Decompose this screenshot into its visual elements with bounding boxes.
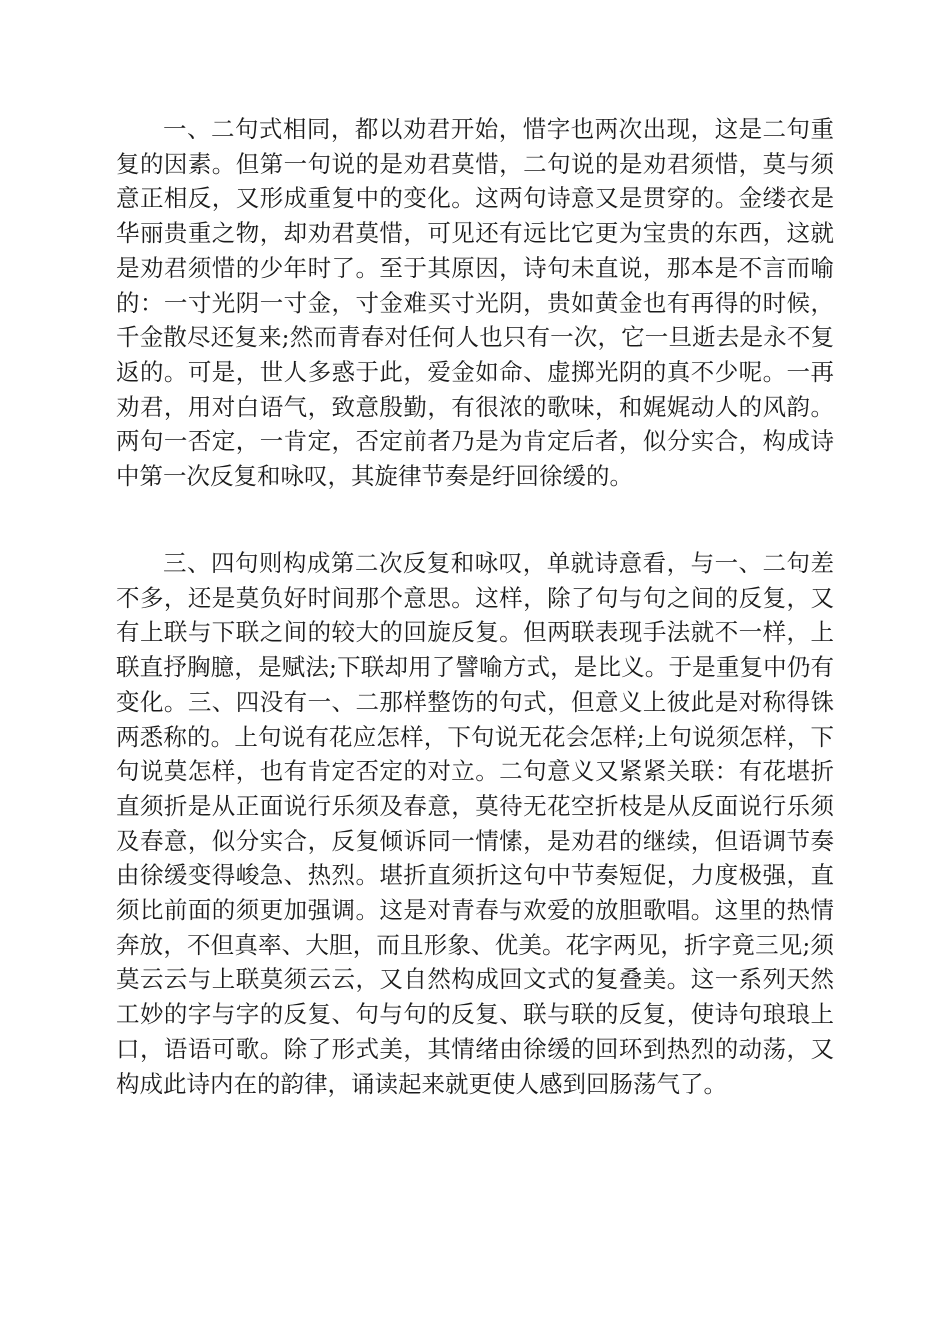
paragraph-text: 一、二句式相同，都以劝君开始，惜字也两次出现，这是二句重复的因素。但第一句说的是劝君莫惜，二句说的是劝君须惜，莫与须意正相反，又形成重复中的变化。这两句诗意又是贯穿的。金缕衣是华丽贵重之物，却劝君莫惜，可见还有远比它更为宝贵的东西，这就是劝君须惜的少年时了。至于其原因，诗句未直说，那本是不言而喻的：一寸光阴一寸金，寸金难买寸光阴，贵如黄金也有再得的时候，千金散尽还复来;然而青春对任何人也只有一次，它一旦逝去是永不复返的。可是，世人多惑于此，爱金如命、虚掷光阴的真不少呢。一再劝君，用对白语气，致意殷勤，有很浓的歌味，和娓娓动人的风韵。两句一否定，一肯定，否定前者乃是为肯定后者，似分实合，构成诗中第一次反复和咏叹，其旋律节奏是纡回徐缓的。 [116, 115, 834, 491]
paragraph-text: 三、四句则构成第二次反复和咏叹，单就诗意看，与一、二句差不多，还是莫负好时间那个意思。这样，除了句与句之间的反复，又有上联与下联之间的较大的回旋反复。但两联表现手法就不一样，上联直抒胸臆，是赋法;下联却用了譬喻方式，是比义。于是重复中仍有变化。三、四没有一、二那样整饬的句式，但意义上彼此是对称得铢两悉称的。上句说有花应怎样，下句说无花会怎样;上句说须怎样，下句说莫怎样，也有肯定否定的对立。二句意义又紧紧关联：有花堪折直须折是从正面说行乐须及春意，莫待无花空折枝是从反面说行乐须及春意，似分实合，反复倾诉同一情愫，是劝君的继续，但语调节奏由徐缓变得峻急、热烈。堪折直须折这句中节奏短促，力度极强，直须比前面的须更加强调。这是对青春与欢爱的放胆歌唱。这里的热情奔放，不但真率、大胆，而且形象、优美。花字两见，折字竟三见;须莫云云与上联莫须云云，又自然构成回文式的复叠美。这一系列天然工妙的字与字的反复、句与句的反复、联与联的反复，使诗句琅琅上口，语语可歌。除了形式美，其情绪由徐缓的回环到热烈的动荡，又构成此诗内在的韵律，诵读起来就更使人感到回肠荡气了。 [116, 549, 834, 1098]
paragraph-1 [116, 112, 834, 494]
paragraph-2 [116, 546, 834, 1101]
